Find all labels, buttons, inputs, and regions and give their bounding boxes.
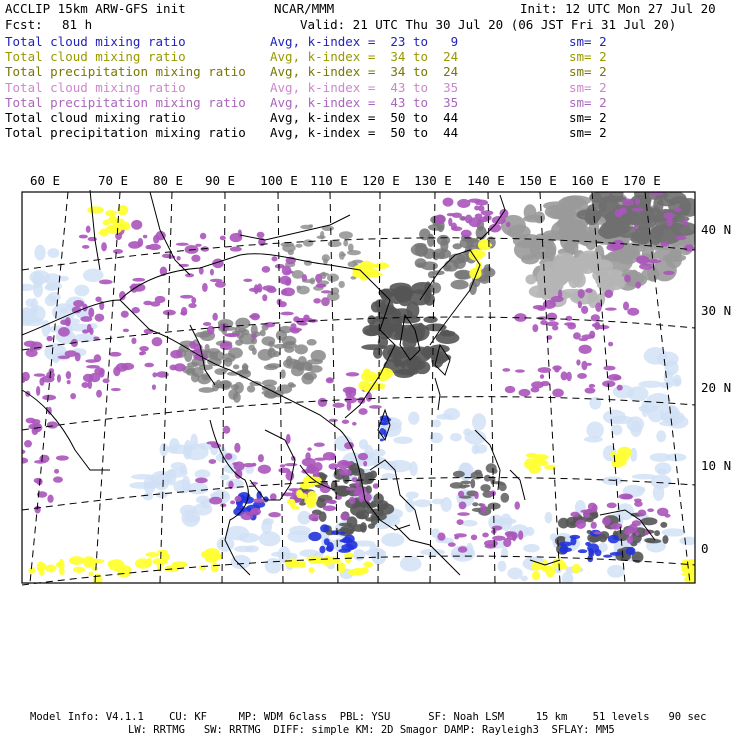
lat-label: 30 N bbox=[701, 303, 732, 318]
field-smoothing: sm= 2 bbox=[569, 79, 607, 95]
coastlines bbox=[22, 190, 655, 575]
field-name: Total precipitation mixing ratio bbox=[5, 64, 246, 80]
field-smoothing: sm= 2 bbox=[569, 64, 607, 80]
lon-label: 150 E bbox=[519, 173, 557, 188]
lon-label: 70 E bbox=[97, 173, 129, 188]
field-smoothing: sm= 2 bbox=[569, 125, 607, 141]
field-smoothing: sm= 2 bbox=[569, 49, 607, 65]
field-smoothing: sm= 2 bbox=[569, 94, 607, 110]
lat-label: 40 N bbox=[701, 222, 732, 237]
field-name: Total precipitation mixing ratio bbox=[5, 125, 246, 141]
field-smoothing: sm= 2 bbox=[569, 34, 607, 49]
lon-label: 130 E bbox=[414, 173, 452, 188]
lon-label: 60 E bbox=[29, 173, 61, 188]
init-time: Init: 12 UTC Mon 27 Jul 20 bbox=[520, 1, 716, 16]
lon-label: 160 E bbox=[571, 173, 609, 188]
field-k-index: Avg, k-index = 34 to 24 bbox=[270, 64, 459, 80]
latitude-labels bbox=[701, 222, 731, 556]
lon-label: 100 E bbox=[260, 173, 298, 188]
field-name: Total precipitation mixing ratio bbox=[5, 94, 246, 110]
lon-label: 110 E bbox=[310, 173, 348, 188]
coastline bbox=[435, 378, 440, 410]
lon-label: 170 E bbox=[623, 173, 661, 188]
lat-label: 20 N bbox=[701, 380, 732, 395]
forecast-label: Fcst: bbox=[5, 17, 43, 32]
longitude-labels bbox=[30, 173, 661, 188]
field-k-index: Avg, k-index = 43 to 35 bbox=[270, 94, 459, 110]
field-k-index: Avg, k-index = 50 to 44 bbox=[270, 110, 459, 125]
lon-label: 140 E bbox=[467, 173, 505, 188]
model-info-line1: Model Info: V4.1.1 CU: KF MP: WDM 6class PBL: YSU SF: Noah LSM 15 km 51 levels 90 sec bbox=[30, 711, 707, 723]
field-k-index: Avg, k-index = 50 to 44 bbox=[270, 125, 459, 141]
coastline bbox=[510, 470, 525, 500]
forecast-hours: 81 h bbox=[62, 17, 93, 32]
valid-time: Valid: 21 UTC Thu 30 Jul 20 (06 JST Fri 31 Jul 20) bbox=[300, 17, 677, 32]
field-k-index: Avg, k-index = 43 to 35 bbox=[270, 79, 459, 95]
model-info-line2: LW: RRTMG SW: RRTMG DIFF: simple KM: 2D Smagor DAMP: Rayleigh3 SFLAY: MM5 bbox=[128, 724, 615, 736]
lon-label: 80 E bbox=[152, 173, 184, 188]
lon-label: 90 E bbox=[204, 173, 236, 188]
lat-label: 10 N bbox=[701, 458, 732, 473]
field-name: Total cloud mixing ratio bbox=[5, 79, 186, 95]
field-name: Total cloud mixing ratio bbox=[5, 34, 186, 49]
lon-label: 120 E bbox=[362, 173, 400, 188]
field-k-index: Avg, k-index = 34 to 24 bbox=[270, 49, 459, 65]
center-label: NCAR/MMM bbox=[274, 1, 335, 16]
field-k-index: Avg, k-index = 23 to 9 bbox=[270, 34, 459, 49]
field-name: Total cloud mixing ratio bbox=[5, 49, 186, 65]
field-name: Total cloud mixing ratio bbox=[5, 110, 186, 125]
lat-label: 0 bbox=[701, 541, 709, 556]
field-smoothing: sm= 2 bbox=[569, 110, 607, 125]
model-title: ACCLIP 15km ARW-GFS init bbox=[5, 1, 186, 16]
cloud-shading bbox=[13, 185, 708, 586]
